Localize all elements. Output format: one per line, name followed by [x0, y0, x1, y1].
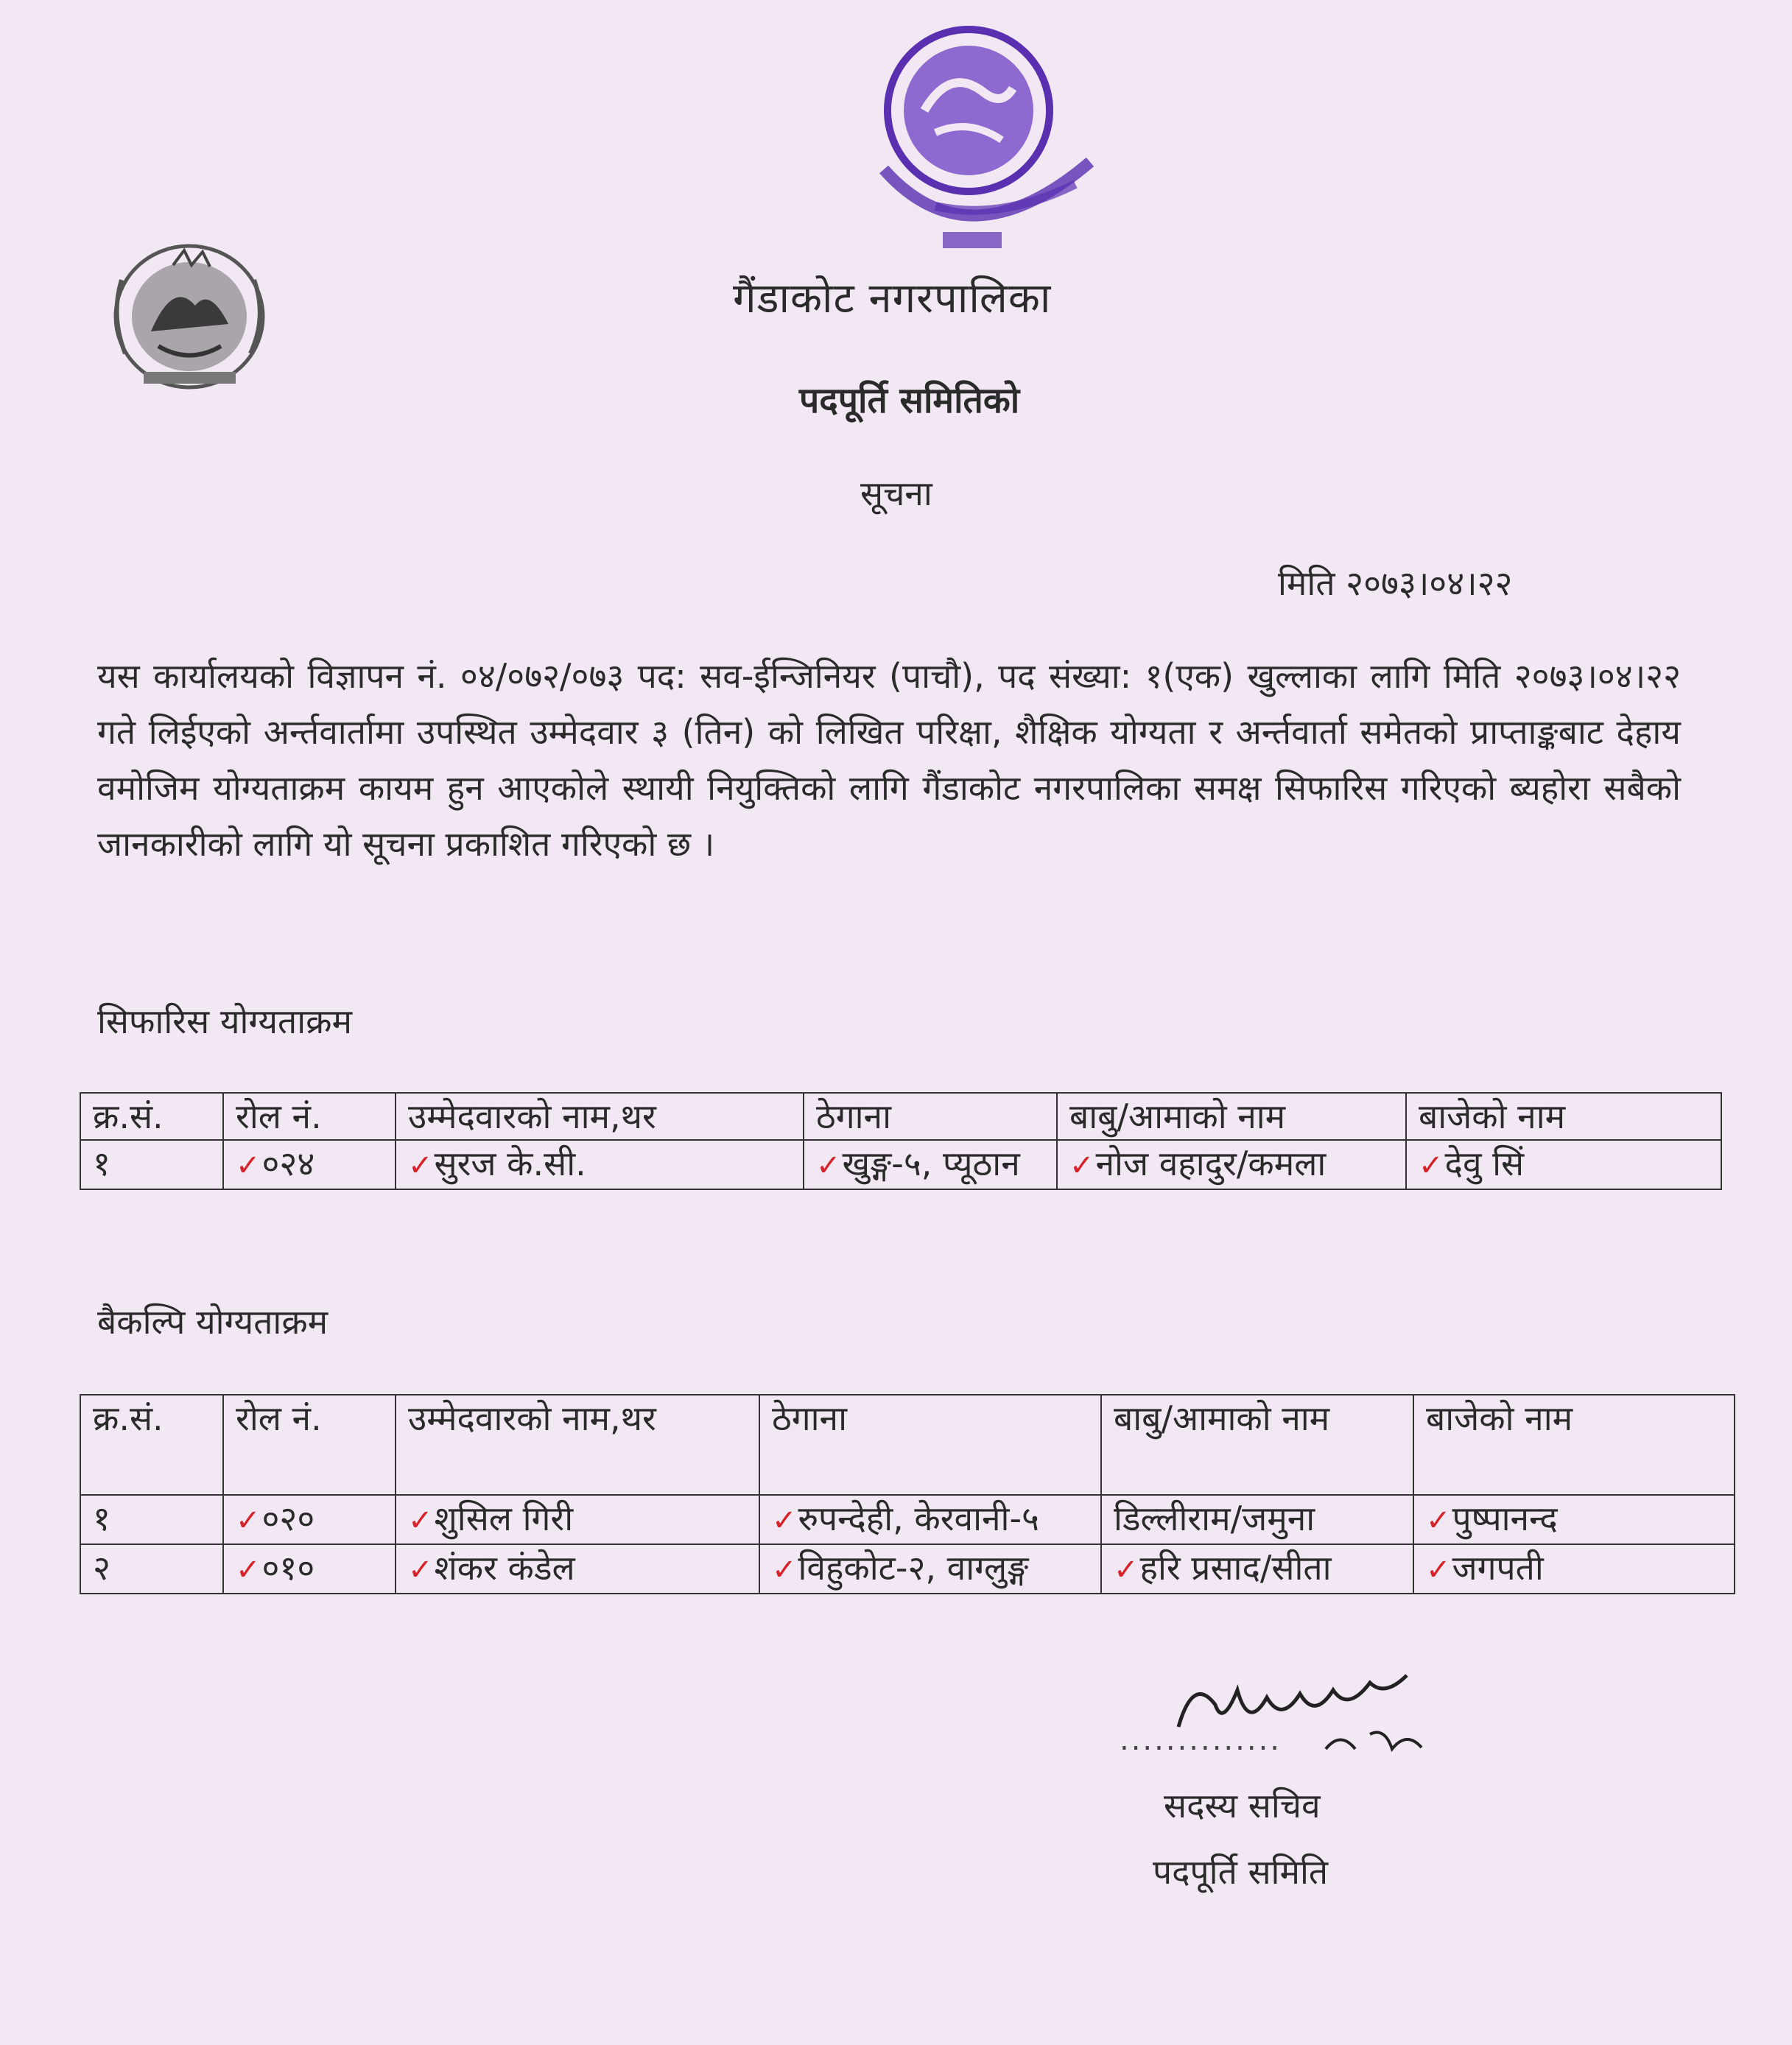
cell-grandfather: ✓जगपती [1413, 1544, 1735, 1594]
col-roll: रोल नं. [223, 1395, 396, 1495]
cell-grandfather: ✓पुष्पानन्द [1413, 1495, 1735, 1544]
col-parents: बाबु/आमाको नाम [1101, 1395, 1413, 1495]
notice-paragraph: यस कार्यालयको विज्ञापन नं. ०४/०७२/०७३ पद: सव-ईन्जिनियर (पाचौ), पद संख्या: १(एक) खुल्लाका लागि मिति २०७३।०४।२२ गते लिईएको अर्न्तवार्तामा उपस्थित उम्मेदवार ३ (तिन) को लिखित परिक्षा, शैक्षिक योग्यता र अर्न्तवार्ता समेतको प्राप्ताङ्कबाट देहाय वमोजिम योग्यताक्रम कायम हुन आएकोले स्थायी नियुक्तिको लागि गैंडाकोट नगरपालिका समक्ष सिफारिस गरिएको ब्यहोरा सबैको जानकारीको लागि यो सूचना प्रकाशित गरिएको छ । [97, 656, 1681, 864]
signature-line: .............. [1120, 1723, 1282, 1757]
recommended-list-heading: सिफारिस योग्यताक्रम [97, 1002, 353, 1041]
nepal-emblem-icon [99, 236, 280, 394]
table-header-row [80, 1093, 1721, 1140]
office-title: गैंडाकोट नगरपालिका [733, 275, 1052, 323]
cell-address: ✓खुङ्ग-५, प्यूठान [804, 1140, 1057, 1189]
table-row [80, 1140, 1721, 1189]
cell-parents: ✓नोज वहादुर/कमला [1057, 1140, 1406, 1189]
table-header-row [80, 1395, 1735, 1495]
check-mark-icon: ✓ [1426, 1504, 1451, 1538]
recommended-table [80, 1092, 1722, 1190]
col-address: ठेगाना [804, 1093, 1057, 1140]
col-roll: रोल नं. [223, 1093, 396, 1140]
check-mark-icon: ✓ [1069, 1149, 1094, 1183]
cell-parents: ✓हरि प्रसाद/सीता [1101, 1544, 1413, 1594]
col-sn: क्र.सं. [80, 1395, 223, 1495]
check-mark-icon: ✓ [236, 1553, 261, 1587]
col-sn: क्र.सं. [80, 1093, 223, 1140]
cell-parents: डिल्लीराम/जमुना [1101, 1495, 1413, 1544]
cell-sn: १ [80, 1495, 223, 1544]
cell-address: ✓विहुकोट-२, वाग्लुङ्ग [759, 1544, 1101, 1594]
col-name: उम्मेदवारको नाम,थर [396, 1093, 804, 1140]
check-mark-icon: ✓ [408, 1504, 433, 1538]
check-mark-icon: ✓ [772, 1553, 797, 1587]
signatory-committee: पदपूर्ति समिति [1153, 1852, 1329, 1892]
cell-name: ✓शुसिल गिरी [396, 1495, 759, 1544]
committee-title: पदपूर्ति समितिको [799, 380, 1020, 421]
alternative-table [80, 1394, 1735, 1594]
check-mark-icon: ✓ [1419, 1149, 1444, 1183]
col-grandfather: बाजेको नाम [1413, 1395, 1735, 1495]
cell-sn: १ [80, 1140, 223, 1189]
cell-name: ✓सुरज के.सी. [396, 1140, 804, 1189]
alternative-list-heading: बैकल्पि योग्यताक्रम [97, 1302, 328, 1342]
cell-name: ✓शंकर कंडेल [396, 1544, 759, 1594]
check-mark-icon: ✓ [236, 1504, 261, 1538]
cell-roll: ✓०२० [223, 1495, 396, 1544]
col-parents: बाबु/आमाको नाम [1057, 1093, 1406, 1140]
check-mark-icon: ✓ [408, 1149, 433, 1183]
cell-roll: ✓०२४ [223, 1140, 396, 1189]
check-mark-icon: ✓ [772, 1504, 797, 1538]
check-mark-icon: ✓ [408, 1553, 433, 1587]
check-mark-icon: ✓ [816, 1149, 841, 1183]
col-address: ठेगाना [759, 1395, 1101, 1495]
cell-roll: ✓०१० [223, 1544, 396, 1594]
municipality-stamp-icon [854, 22, 1120, 265]
check-mark-icon: ✓ [236, 1149, 261, 1183]
notice-heading: सूचना [860, 474, 932, 513]
cell-sn: २ [80, 1544, 223, 1594]
notice-date: मिति २०७३।०४।२२ [1278, 563, 1513, 603]
signatory-title: सदस्य सचिव [1164, 1786, 1321, 1826]
col-grandfather: बाजेको नाम [1406, 1093, 1721, 1140]
table-row [80, 1495, 1735, 1544]
check-mark-icon: ✓ [1426, 1553, 1451, 1587]
check-mark-icon: ✓ [1114, 1553, 1139, 1587]
col-name: उम्मेदवारको नाम,थर [396, 1395, 759, 1495]
cell-grandfather: ✓देवु सिं [1406, 1140, 1721, 1189]
cell-address: ✓रुपन्देही, केरवानी-५ [759, 1495, 1101, 1544]
table-row [80, 1544, 1735, 1594]
